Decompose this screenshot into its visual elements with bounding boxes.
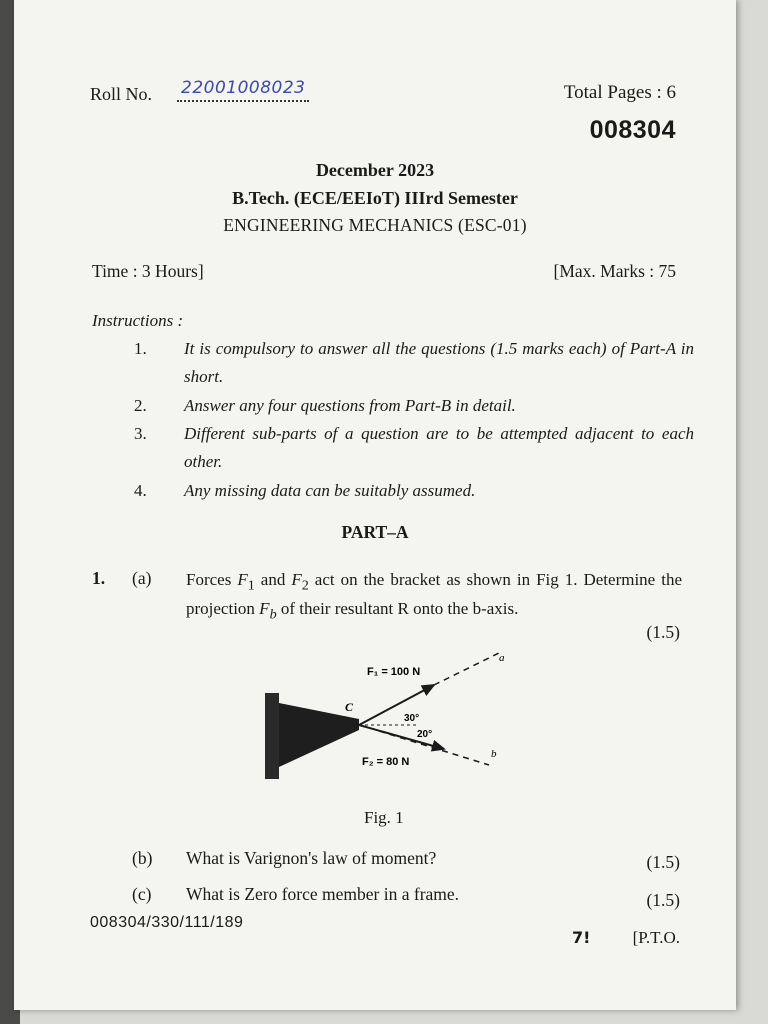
wall-hatch bbox=[265, 693, 279, 779]
roll-number-label: Roll No. bbox=[90, 84, 153, 104]
axis-a-line bbox=[434, 653, 499, 685]
pto-label: [P.T.O. bbox=[632, 928, 680, 947]
roll-number-handwritten: 22001008023 bbox=[177, 78, 309, 102]
instruction-text: Answer any four questions from Part-B in detail. bbox=[184, 396, 516, 415]
point-c-label: C bbox=[345, 700, 354, 714]
max-marks: [Max. Marks : 75 bbox=[553, 261, 676, 281]
handwritten-mark: 7! bbox=[572, 928, 591, 947]
q1a-text-start: Forces bbox=[186, 570, 238, 589]
f1-label: F₁ = 100 N bbox=[367, 666, 421, 678]
instruction-number: 2. bbox=[134, 396, 147, 415]
exam-paper bbox=[14, 0, 736, 1010]
instruction-item bbox=[134, 335, 694, 391]
footer-code: 008304/330/111/189 bbox=[90, 914, 244, 931]
instructions-title: Instructions : bbox=[92, 311, 184, 330]
figure-caption: Fig. 1 bbox=[364, 808, 404, 827]
exam-time: Time : 3 Hours] bbox=[92, 261, 204, 281]
question-1a-marks: (1.5) bbox=[646, 622, 680, 642]
question-1c-marks: (1.5) bbox=[646, 890, 680, 910]
question-1b-text: What is Varignon's law of moment? bbox=[186, 848, 437, 868]
instruction-text: It is compulsory to answer all the questions (1.5 marks each) of Part-A in short. bbox=[184, 339, 694, 386]
total-pages: Total Pages : 6 bbox=[563, 82, 676, 103]
question-1b-marks: (1.5) bbox=[646, 852, 680, 872]
angle-30-label: 30° bbox=[404, 713, 420, 724]
force-f1-arrow bbox=[359, 685, 434, 725]
instruction-item bbox=[134, 392, 694, 420]
axis-b-label: b bbox=[491, 748, 497, 760]
question-1c-text: What is Zero force member in a frame. bbox=[186, 884, 460, 904]
question-1c-label: (c) bbox=[132, 884, 152, 904]
instruction-item bbox=[134, 477, 694, 505]
f2-label: F₂ = 80 N bbox=[362, 756, 410, 768]
part-a-heading: PART–A bbox=[341, 522, 409, 542]
course-title: B.Tech. (ECE/EEIoT) IIIrd Semester bbox=[232, 188, 518, 208]
question-1a-text: Forces $F_1$ and $F_2$ act on the bracket as shown in Fig 1. Determine the projection $F_b$ of their resultant R onto the b-axis. bbox=[186, 570, 682, 623]
question-number: 1. bbox=[92, 568, 106, 588]
instruction-number: 3. bbox=[134, 424, 147, 443]
bracket-figure bbox=[259, 645, 509, 785]
exam-date: December 2023 bbox=[315, 160, 435, 180]
instruction-number: 4. bbox=[134, 481, 147, 500]
question-1b-label: (b) bbox=[132, 848, 153, 868]
angle-20-label: 20° bbox=[417, 729, 433, 740]
instruction-text: Different sub-parts of a question are to be attempted adjacent to each other. bbox=[184, 424, 694, 471]
instruction-item bbox=[134, 420, 694, 476]
instruction-number: 1. bbox=[134, 339, 147, 358]
paper-code: 008304 bbox=[589, 116, 676, 144]
instruction-text: Any missing data can be suitably assumed. bbox=[184, 481, 476, 500]
axis-a-label: a bbox=[499, 652, 505, 664]
question-1a-label: (a) bbox=[132, 568, 152, 588]
subject-title: ENGINEERING MECHANICS (ESC-01) bbox=[223, 215, 527, 235]
